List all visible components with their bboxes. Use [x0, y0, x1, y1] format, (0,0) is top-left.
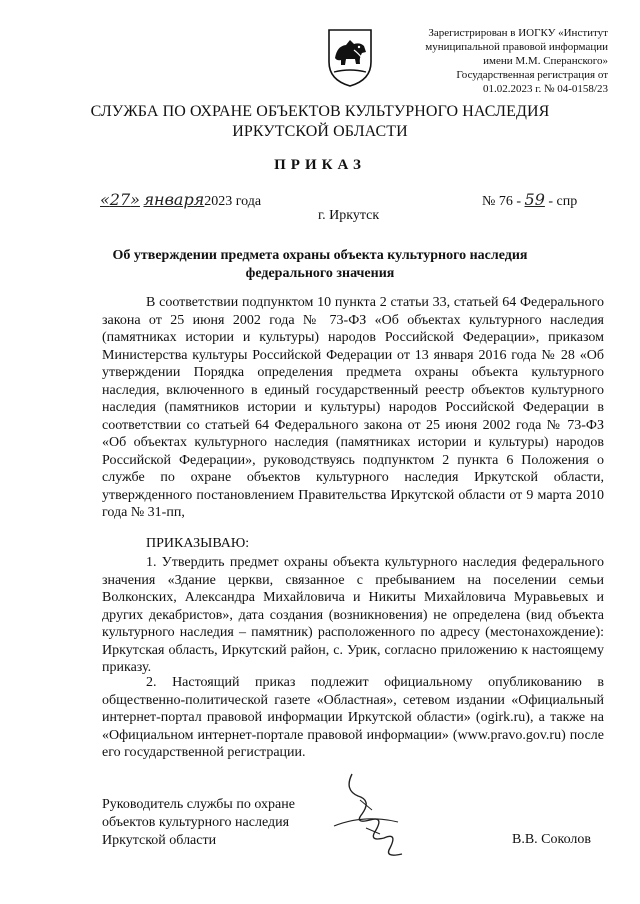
signatory-name: В.В. Соколов [512, 832, 592, 847]
coat-of-arms-icon [326, 28, 374, 88]
registration-line: Государственная регистрация от [456, 69, 608, 81]
date-year: 2023 года [204, 194, 262, 209]
date-month: января [143, 190, 205, 209]
registration-line: муниципальной правовой информации [425, 41, 608, 53]
order-date [100, 190, 261, 210]
position-line: Иркутской области [102, 833, 217, 848]
registration-line: Зарегистрирован в ИОГКУ «Институт [428, 27, 608, 39]
document-title [90, 247, 550, 283]
date-quote-open: « [100, 190, 110, 209]
date-quote-close: » [130, 190, 140, 209]
order-number-hand: 59 [524, 190, 545, 209]
order-item-1: 1. Утвердить предмет охраны объекта культурного наследия федерального значения «Здание церкви, связанное с пребыванием на поселении семьи Волконских, Александра Михайловича и Никиты Михайловича Муравьевых и других декабристов», дата создания (возникновения) не определена (вид объекта культурного наследия – памятник) расположенного по адресу (местонахождение): Иркутская область, Иркутский район, с. Урик, согласно приложению к настоящему приказу. [102, 555, 604, 675]
handwritten-signature [314, 770, 424, 866]
title-line: федерального значения [245, 266, 395, 281]
registration-line: 01.02.2023 г. № 04-0158/23 [483, 83, 608, 95]
signatory-position [102, 796, 295, 850]
order-word: ПРИКАЗЫВАЮ: [146, 536, 250, 551]
intro-paragraph: В соответствии подпунктом 10 пункта 2 статьи 33, статьей 64 Федерального закона от 25 июня 2002 года № 73-ФЗ «Об объектах культурного наследия (памятниках истории и культуры) народов Российской Федерации», приказом Министерства культуры Российской Федерации от 13 января 2016 года № 28 «Об утверждении Порядка определения предмета охраны объекта культурного наследия, включенного в единый государственный реестр объектов культурного наследия (памятников истории и культуры) народов Российской Федерации в соответствии со статьей 64 Федерального закона от 25 июня 2002 года № 73-ФЗ «Об объектах культурного наследия (памятниках истории и культуры) народов Российской Федерации», руководствуясь подпунктом 2 пункта 6 Положения о службе по охране объектов культурного наследия Иркутской области, утвержденного постановлением Правительства Иркутской области от 9 марта 2010 года № 31-пп, [102, 295, 604, 520]
registration-stamp [380, 26, 608, 96]
position-line: Руководитель службы по охране [102, 797, 295, 812]
order-item-2: 2. Настоящий приказ подлежит официальному опубликованию в общественно-политической газете «Областная», сетевом издании «Официальный интернет-портал правовой информации Иркутской области» (ogirk.ru), а также на «Официальном интернет-портале правовой информации» (www.pravo.gov.ru) после его государственной регистрации. [102, 675, 604, 760]
order-number-prefix: № 76 - [482, 194, 522, 209]
document-type: ПРИКАЗ [274, 157, 366, 173]
order-number [482, 190, 577, 210]
order-number-suffix: - спр [548, 194, 578, 209]
date-day: 27 [109, 190, 131, 209]
service-title-line: СЛУЖБА ПО ОХРАНЕ ОБЪЕКТОВ КУЛЬТУРНОГО НАСЛЕДИЯ [90, 103, 550, 120]
city: г. Иркутск [318, 208, 380, 223]
service-title-line: ИРКУТСКОЙ ОБЛАСТИ [232, 123, 408, 140]
service-heading [0, 102, 640, 142]
registration-line: имени М.М. Сперанского» [483, 55, 608, 67]
position-line: объектов культурного наследия [102, 815, 290, 830]
title-line: Об утверждении предмета охраны объекта культурного наследия [112, 248, 528, 263]
